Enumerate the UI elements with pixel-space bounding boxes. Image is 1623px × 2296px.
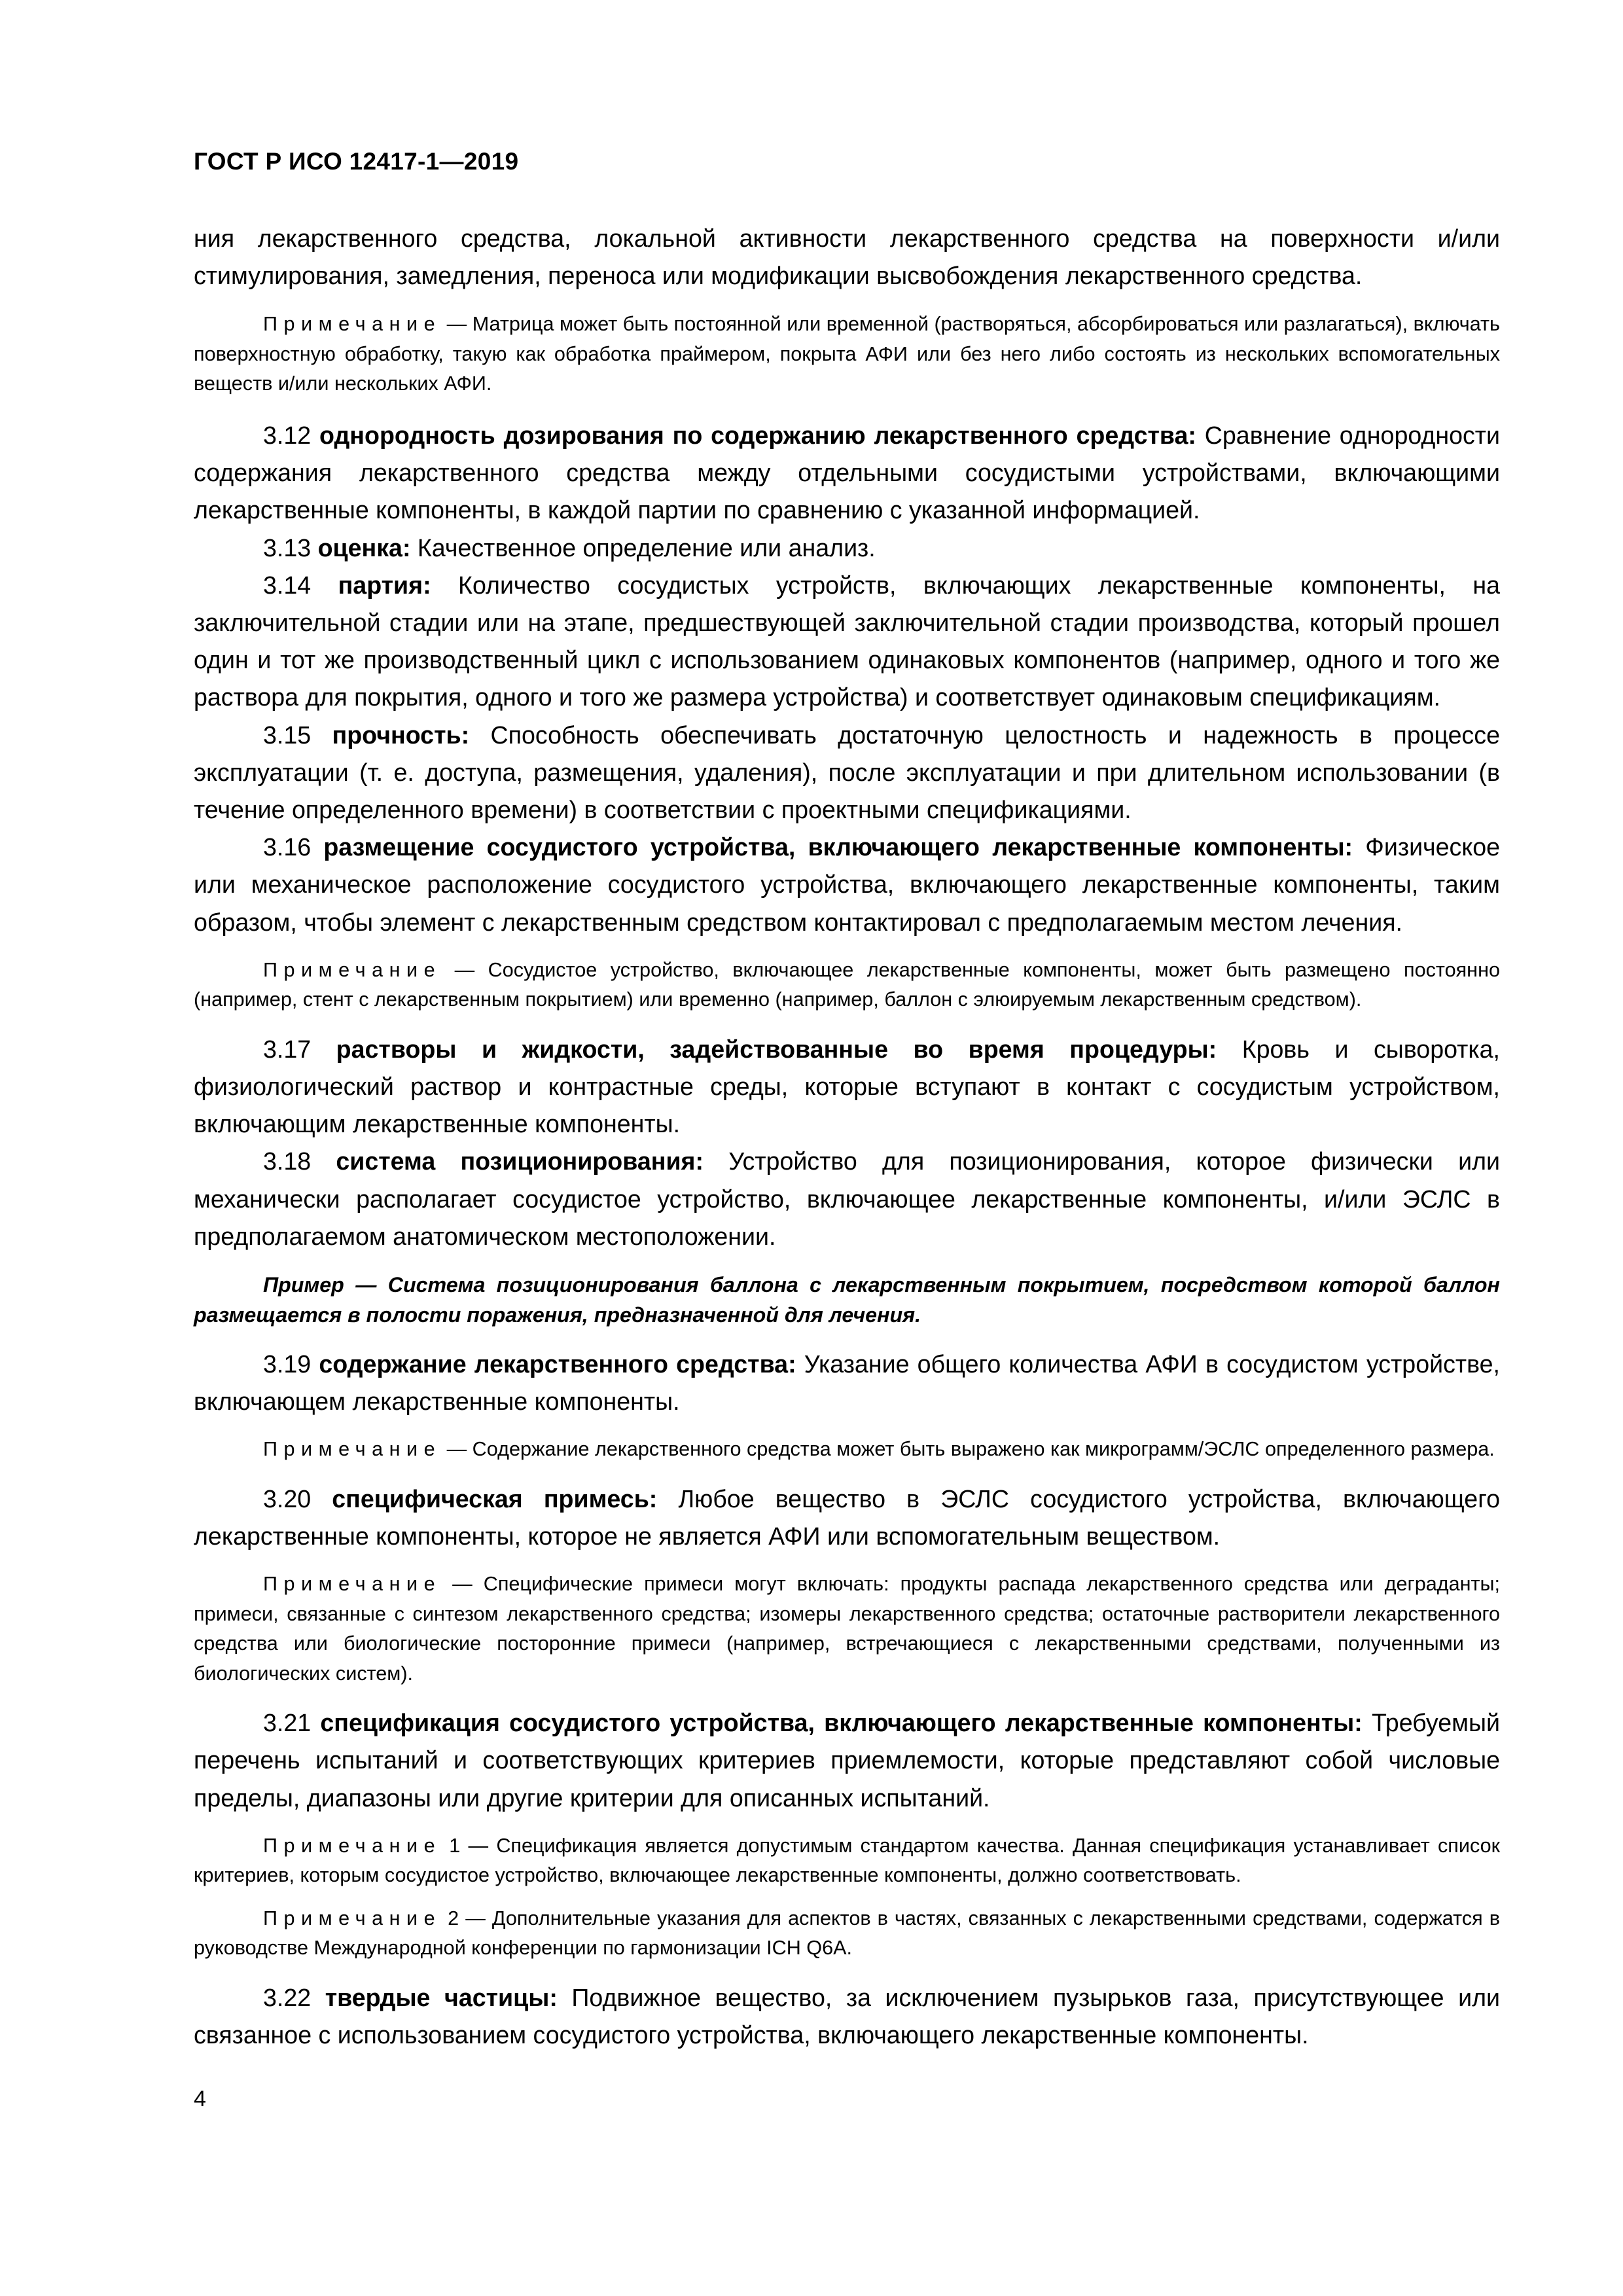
definition-text: Способность обеспечивать достаточную целостность и надежность в процессе эксплуатации (т. е. доступа, размещения, удаления), после эксплуатации и при длительном использовании (в течение определенного времени) в соответствии с проектными спецификациями.	[194, 721, 1500, 823]
note-label: Примечание	[263, 313, 442, 336]
definition-term: твердые частицы:	[325, 1983, 558, 2011]
definition-3-13	[194, 529, 1500, 567]
definition-number: 3.12	[263, 421, 319, 449]
definition-term: растворы и жидкости, задействованные во время процедуры:	[336, 1035, 1217, 1063]
definition-term: однородность дозирования по содержанию лекарственного средства:	[319, 421, 1196, 449]
definition-text: Любое вещество в ЭСЛС сосудистого устройства, включающего лекарственные компоненты, которое не является АФИ или вспомогательным веществом.	[194, 1484, 1500, 1551]
definition-number: 3.13	[263, 533, 318, 562]
note-3-20	[194, 1570, 1500, 1689]
definition-number: 3.16	[263, 833, 324, 861]
definition-text: Кровь и сыворотка, физиологический раствор и контрастные среды, которые вступают в контакт с сосудистым устройством, включающим лекарственные компоненты.	[194, 1035, 1500, 1138]
definition-3-22	[194, 1979, 1500, 2054]
note-label: Примечание	[263, 1438, 442, 1461]
definition-3-12	[194, 417, 1500, 529]
note-label: Примечание	[263, 1907, 442, 1929]
definition-3-15	[194, 717, 1500, 829]
definition-text: Качественное определение или анализ.	[410, 533, 876, 562]
note-text: 1 — Спецификация является допустимым стандартом качества. Данная спецификация устанавливает список критериев, которым сосудистое устройство, включающее лекарственные компоненты, должно соответствовать.	[194, 1834, 1500, 1887]
definition-number: 3.22	[263, 1983, 325, 2011]
note-text: — Сосудистое устройство, включающее лекарственные компоненты, может быть размещено постоянно (например, стент с лекарственным покрытием) или временно (например, баллон с элюируемым лекарственным средством).	[194, 958, 1500, 1011]
definition-3-16	[194, 829, 1500, 941]
definition-number: 3.17	[263, 1035, 336, 1063]
definition-term: специфическая примесь:	[332, 1484, 658, 1513]
continuation-paragraph: ния лекарственного средства, локальной активности лекарственного средства на поверхности и/или стимулирования, замедления, переноса или модификации высвобождения лекарственного средства.	[194, 224, 1500, 290]
note-3-11	[194, 310, 1500, 399]
definition-number: 3.18	[263, 1147, 336, 1175]
definition-text: Устройство для позиционирования, которое физически или механически располагает сосудистое устройство, включающее лекарственные компоненты, и/или ЭСЛС в предполагаемом анатомическом местоположении.	[194, 1147, 1500, 1250]
note-3-16	[194, 956, 1500, 1015]
definition-term: прочность:	[332, 721, 470, 749]
definition-number: 3.14	[263, 571, 338, 599]
definition-term: содержание лекарственного средства:	[319, 1350, 796, 1378]
definition-text: Подвижное вещество, за исключением пузырьков газа, присутствующее или связанное с использованием сосудистого устройства, включающего лекарственные компоненты.	[194, 1983, 1500, 2049]
definition-number: 3.19	[263, 1350, 319, 1378]
note-text: 2 — Дополнительные указания для аспектов в частях, связанных с лекарственными средствами, содержатся в руководстве Международной конференции по гармонизации ICH Q6A.	[194, 1907, 1500, 1960]
page-content	[194, 220, 1500, 2054]
note-label: Примечание	[263, 1834, 442, 1857]
page-number: 4	[194, 2087, 206, 2111]
definition-3-17	[194, 1031, 1500, 1143]
page-header: ГОСТ Р ИСО 12417-1—2019	[194, 148, 519, 175]
definition-text: Требуемый перечень испытаний и соответствующих критериев приемлемости, которые представляют собой числовые пределы, диапазоны или другие критерии для описанных испытаний.	[194, 1709, 1500, 1812]
definition-3-19	[194, 1346, 1500, 1420]
definition-number: 3.20	[263, 1484, 332, 1513]
definition-term: партия:	[338, 571, 431, 599]
note-text: — Содержание лекарственного средства может быть выражено как микрограмм/ЭСЛС определенного размера.	[441, 1438, 1495, 1461]
definition-number: 3.21	[263, 1709, 321, 1737]
definition-text: Количество сосудистых устройств, включающих лекарственные компоненты, на заключительной стадии или на этапе, предшествующей заключительной стадии производства, который прошел один и тот же производственный цикл с использованием одинаковых компонентов (например, одного и того же раствора для покрытия, одного и того же размера устройства) и соответствует одинаковым спецификациям.	[194, 571, 1500, 711]
note-text: — Матрица может быть постоянной или временной (растворяться, абсорбироваться или разлагаться), включать поверхностную обработку, такую как обработка праймером, покрыта АФИ или без него либо состоять из нескольких вспомогательных веществ и/или нескольких АФИ.	[194, 313, 1500, 395]
definition-3-18	[194, 1143, 1500, 1255]
note-text: — Специфические примеси могут включать: продукты распада лекарственного средства или деграданты; примеси, связанные с синтезом лекарственного средства; изомеры лекарственного средства; остаточные растворители лекарственного средства или биологические посторонние примеси (например, встречающиеся с лекарственными средствами, полученными из биологических систем).	[194, 1573, 1500, 1685]
definition-number: 3.15	[263, 721, 332, 749]
definition-3-21	[194, 1704, 1500, 1817]
note-label: Примечание	[263, 958, 442, 981]
note-3-19	[194, 1435, 1500, 1465]
definition-term: оценка:	[317, 533, 411, 562]
definition-text: Сравнение однородности содержания лекарственного средства между отдельными сосудистыми устройствами, включающими лекарственные компоненты, в каждой партии по сравнению с указанной информацией.	[194, 421, 1500, 524]
example-3-18: Пример — Система позиционирования баллона с лекарственным покрытием, посредством которой баллон размещается в полости поражения, предназначенной для лечения.	[194, 1272, 1500, 1327]
note-1-3-21	[194, 1831, 1500, 1891]
definition-term: размещение сосудистого устройства, включающего лекарственные компоненты:	[323, 833, 1353, 861]
definition-text: Указание общего количества АФИ в сосудистом устройстве, включающем лекарственные компоненты.	[194, 1350, 1500, 1416]
definition-term: система позиционирования:	[336, 1147, 704, 1175]
definition-text: Физическое или механическое расположение сосудистого устройства, включающего лекарственные компоненты, таким образом, чтобы элемент с лекарственным средством контактировал с предполагаемым местом лечения.	[194, 833, 1500, 936]
definition-3-14	[194, 567, 1500, 717]
note-2-3-21	[194, 1904, 1500, 1964]
definition-3-20	[194, 1480, 1500, 1555]
definition-term: спецификация сосудистого устройства, включающего лекарственные компоненты:	[320, 1709, 1363, 1737]
note-label: Примечание	[263, 1573, 442, 1596]
